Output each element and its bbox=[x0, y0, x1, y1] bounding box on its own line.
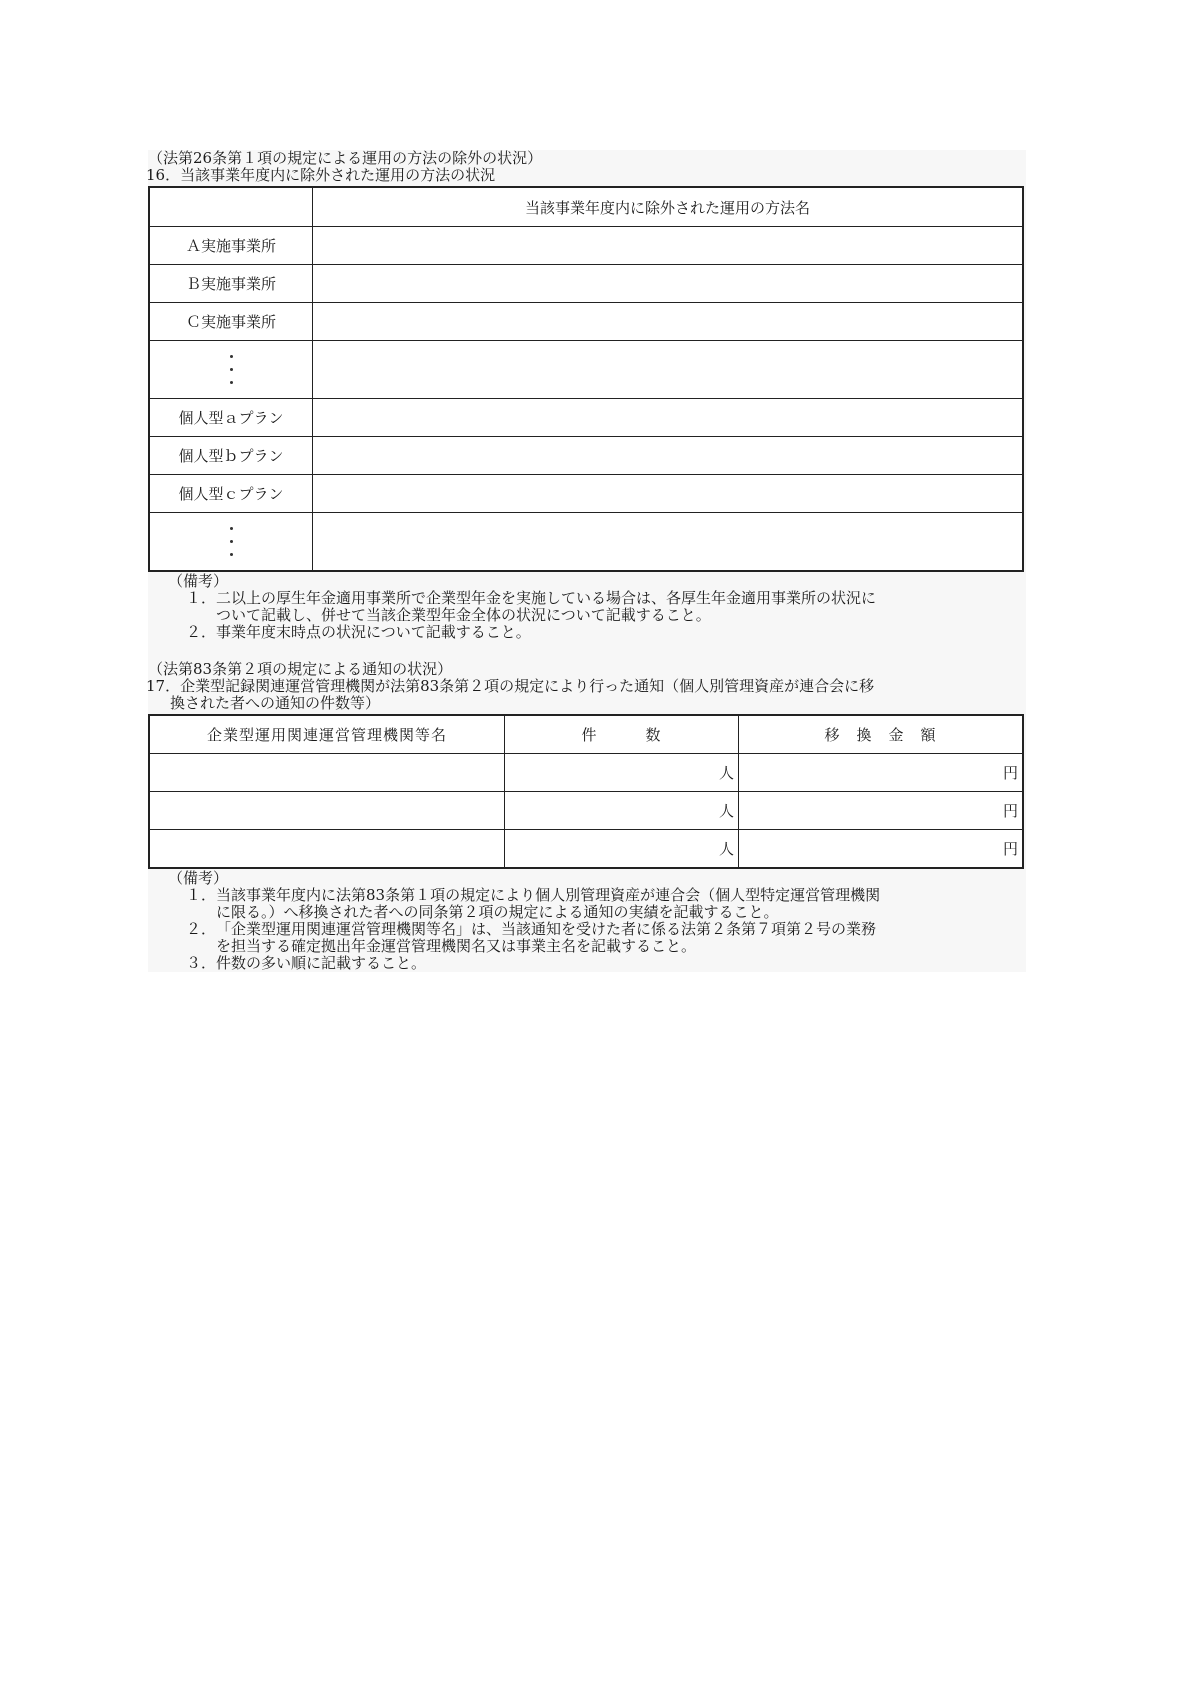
institution-cell bbox=[149, 830, 505, 869]
table-row bbox=[149, 399, 1023, 437]
section-16 bbox=[148, 150, 1026, 972]
section-17-title: 17．企業型記録関連運営管理機関が法第83条第２項の規定により行った通知（個人別管理資産が連合会に移 bbox=[146, 677, 875, 695]
note-item bbox=[148, 590, 1026, 624]
table-row bbox=[149, 792, 1023, 830]
note-text: 当該事業年度内に法第83条第１項の規定により個人別管理資産が連合会（個人型特定運営管理機関 bbox=[216, 886, 881, 904]
row-label: 個人型ｃプラン bbox=[149, 475, 313, 513]
note-number: ２． bbox=[186, 920, 217, 938]
section-17-title-continued: 換された者への通知の件数等） bbox=[170, 694, 381, 712]
column-header-institution: 企業型運用関連運営管理機関等名 bbox=[149, 715, 505, 754]
header-blank-cell bbox=[149, 187, 313, 227]
note-text: 事業年度末時点の状況について記載すること。 bbox=[216, 623, 531, 641]
ellipsis-row bbox=[149, 513, 1023, 572]
notes-heading: （備考） bbox=[168, 869, 229, 887]
note-item bbox=[148, 887, 1026, 921]
note-text-continued: ついて記載し、併せて当該企業型年金全体の状況について記載すること。 bbox=[216, 606, 711, 624]
amount-cell: 円 bbox=[739, 830, 1024, 869]
method-name-cell bbox=[313, 513, 1024, 572]
method-name-cell bbox=[313, 227, 1024, 265]
table-row bbox=[149, 830, 1023, 869]
table-header-row bbox=[149, 715, 1023, 754]
column-header-method-name: 当該事業年度内に除外された運用の方法名 bbox=[313, 187, 1024, 227]
vertical-ellipsis-icon bbox=[150, 355, 312, 384]
method-name-cell bbox=[313, 399, 1024, 437]
note-text-continued: に限る。）へ移換された者への同条第２項の規定による通知の実績を記載すること。 bbox=[216, 903, 779, 921]
table-row bbox=[149, 265, 1023, 303]
row-label: Ｂ実施事業所 bbox=[149, 265, 313, 303]
note-text: 二以上の厚生年金適用事業所で企業型年金を実施している場合は、各厚生年金適用事業所の状況に bbox=[216, 589, 877, 607]
table-row bbox=[149, 754, 1023, 792]
row-label: 個人型ａプラン bbox=[149, 399, 313, 437]
count-cell: 人 bbox=[505, 830, 739, 869]
count-cell: 人 bbox=[505, 792, 739, 830]
section-17-legal-heading: （法第83条第２項の規定による通知の状況） bbox=[148, 660, 453, 678]
note-text: 件数の多い順に記載すること。 bbox=[216, 954, 427, 972]
column-header-count: 件 数 bbox=[505, 715, 739, 754]
table-row bbox=[149, 303, 1023, 341]
row-label: 個人型ｂプラン bbox=[149, 437, 313, 475]
vertical-ellipsis-cell bbox=[149, 341, 313, 399]
method-name-cell bbox=[313, 303, 1024, 341]
section-16-legal-heading: （法第26条第１項の規定による運用の方法の除外の状況） bbox=[148, 149, 543, 167]
notification-table bbox=[148, 714, 1024, 869]
table-row bbox=[149, 437, 1023, 475]
section-16-notes bbox=[148, 573, 1026, 641]
note-number: １． bbox=[186, 589, 217, 607]
vertical-ellipsis-cell bbox=[149, 513, 313, 572]
note-item bbox=[148, 955, 1026, 972]
amount-cell: 円 bbox=[739, 754, 1024, 792]
note-number: ３． bbox=[186, 954, 217, 972]
table-row bbox=[149, 475, 1023, 513]
notes-heading: （備考） bbox=[168, 572, 229, 590]
method-name-cell bbox=[313, 475, 1024, 513]
section-16-title: 16．当該事業年度内に除外された運用の方法の状況 bbox=[146, 166, 496, 184]
table-header-row bbox=[149, 187, 1023, 227]
row-label: Ａ実施事業所 bbox=[149, 227, 313, 265]
method-name-cell bbox=[313, 265, 1024, 303]
note-text: 「企業型運用関連運営管理機関等名」は、当該通知を受けた者に係る法第２条第７項第２号の業務 bbox=[216, 920, 877, 938]
method-name-cell bbox=[313, 437, 1024, 475]
table-row bbox=[149, 227, 1023, 265]
column-header-amount: 移 換 金 額 bbox=[739, 715, 1024, 754]
note-number: １． bbox=[186, 886, 217, 904]
note-item bbox=[148, 921, 1026, 955]
institution-cell bbox=[149, 754, 505, 792]
vertical-ellipsis-icon bbox=[150, 527, 312, 556]
note-text-continued: を担当する確定拠出年金運営管理機関名又は事業主名を記載すること。 bbox=[216, 937, 697, 955]
note-number: ２． bbox=[186, 623, 217, 641]
row-label: Ｃ実施事業所 bbox=[149, 303, 313, 341]
amount-cell: 円 bbox=[739, 792, 1024, 830]
ellipsis-row bbox=[149, 341, 1023, 399]
count-cell: 人 bbox=[505, 754, 739, 792]
document-page bbox=[148, 150, 1026, 972]
institution-cell bbox=[149, 792, 505, 830]
note-item bbox=[148, 624, 1026, 641]
excluded-methods-table bbox=[148, 186, 1024, 572]
method-name-cell bbox=[313, 341, 1024, 399]
section-17-notes bbox=[148, 870, 1026, 972]
